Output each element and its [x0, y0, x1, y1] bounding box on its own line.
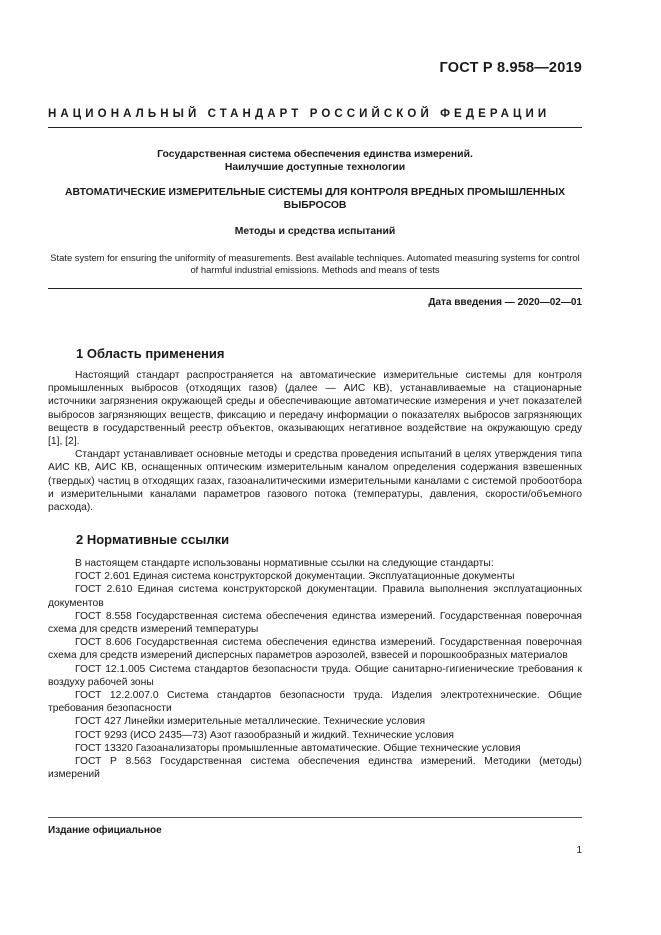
introduction-date: Дата введения — 2020—02—01: [428, 297, 582, 308]
section-heading-scope: 1 Область применения: [76, 346, 225, 361]
reference-item: ГОСТ 427 Линейки измерительные металлические. Технические условия: [75, 716, 426, 728]
reference-item: ГОСТ 13320 Газоанализаторы промышленные автоматические. Общие технические условия: [75, 742, 521, 754]
reference-item: ГОСТ 12.1.005 Система стандартов безопасности труда. Общие санитарно-гигиенические требования к воздуху рабочей зоны: [48, 663, 582, 688]
paragraph: Стандарт устанавливает основные методы и средства проведения испытаний в целях утверждения типа АИС КВ, АИС КВ, оснащенных оптическим измерительным каналом определения содержания взвешенных (твердых) частиц в отходящих газах, газоаналитическими измерительными каналами с системой пробоотбора и измерительными каналами параметров газового потока (температуры, давления, скорости/объемного расхода).: [48, 449, 582, 514]
reference-item: ГОСТ 8.558 Государственная система обеспечения единства измерений. Государственная поверочная схема для средств измерений температуры: [48, 610, 582, 636]
document-code: ГОСТ Р 8.958—2019: [439, 60, 582, 76]
edition-note: Издание официальное: [48, 825, 162, 836]
series-line-2: Наилучшие доступные технологии: [224, 161, 406, 173]
section-body-scope: [48, 369, 582, 514]
section-heading-normative-references: 2 Нормативные ссылки: [76, 532, 230, 547]
header-divider: [48, 127, 582, 128]
national-standard-banner: НАЦИОНАЛЬНЫЙ СТАНДАРТ РОССИЙСКОЙ ФЕДЕРАЦИИ: [48, 108, 551, 120]
english-title: State system for ensuring the uniformity of measurements. Best available techniques. Automated measuring systems for control of harmful industrial emissions. Methods and means of tests: [50, 252, 580, 275]
footer-divider: [48, 817, 582, 818]
paragraph: Настоящий стандарт распространяется на автоматические измерительные системы для контроля промышленных выбросов (отходящих газов) (далее — АИС КВ), устанавливаемые на стационарные источники загрязнения окружающей среды и обеспечивающие автоматические измерения и учет показателей выбросов загрязняющих веществ, фиксацию и передачу информации о показателях выбросов загрязняющих веществ в государственный реестр объектов, оказывающих негативное воздействие на окружающую среду [1], [2].: [48, 370, 582, 448]
reference-item: ГОСТ 9293 (ИСО 2435—73) Азот газообразный и жидкий. Технические условия: [75, 729, 454, 741]
subtitle: Методы и средства испытаний: [234, 226, 396, 237]
series-title: [48, 149, 582, 174]
title-divider: [48, 288, 582, 289]
page-number: 1: [576, 845, 582, 856]
paragraph: В настоящем стандарте использованы нормативные ссылки на следующие стандарты:: [75, 558, 494, 569]
reference-item: ГОСТ Р 8.563 Государственная система обеспечения единства измерений. Методики (методы) измерений: [48, 756, 582, 781]
series-line-1: Государственная система обеспечения единства измерений.: [157, 149, 473, 160]
reference-item: ГОСТ 2.610 Единая система конструкторской документации. Правила выполнения эксплуатационных документов: [48, 584, 582, 609]
reference-item: ГОСТ 8.606 Государственная система обеспечения единства измерений. Государственная поверочная схема для средств измерений дисперсных параметров аэрозолей, взвесей и порошкообразных материалов: [48, 637, 582, 662]
main-title: АВТОМАТИЧЕСКИЕ ИЗМЕРИТЕЛЬНЫЕ СИСТЕМЫ ДЛЯ КОНТРОЛЯ ВРЕДНЫХ ПРОМЫШЛЕННЫХ ВЫБРОСОВ: [64, 187, 566, 211]
reference-item: ГОСТ 12.2.007.0 Система стандартов безопасности труда. Изделия электротехнические. Общие требования безопасности: [48, 690, 582, 715]
section-body-normative-references: [48, 557, 582, 781]
reference-item: ГОСТ 2.601 Единая система конструкторской документации. Эксплуатационные документы: [75, 571, 515, 583]
